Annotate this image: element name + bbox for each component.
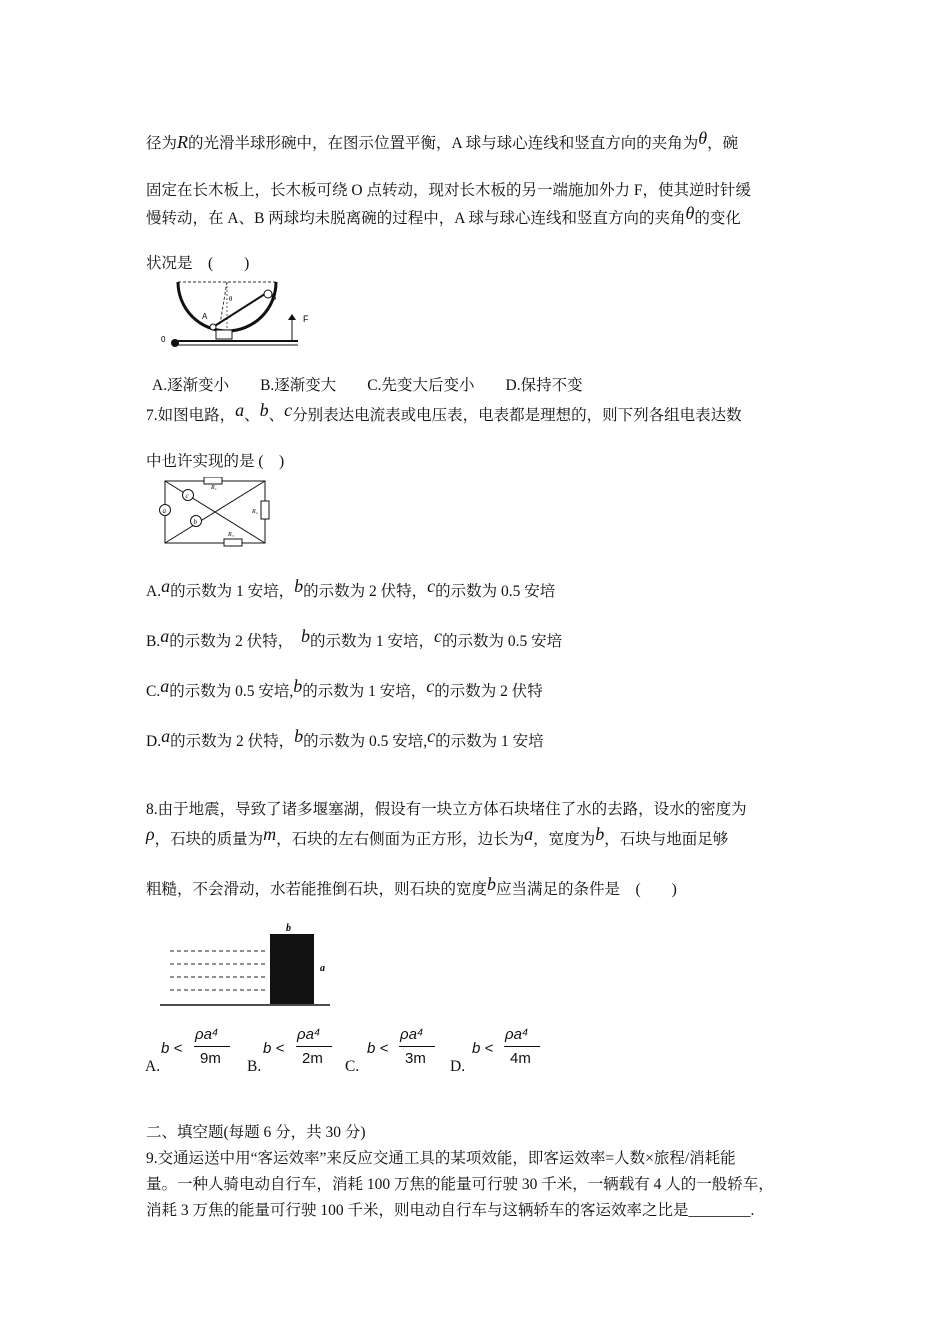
symbol-R: R [177,132,189,152]
q8-line-2: ρ，石块的质量为m，石块的左右侧面为正方形，边长为a，宽度为b，石块与地面足够 [146,824,729,848]
q7-option-b: B.a的示数为 2 伏特， b的示数为 1 安培，c的示数为 0.5 安培 [146,626,563,650]
label-meter-a: a [162,507,166,515]
label-theta: θ [229,295,233,303]
bowl-figure [158,278,318,353]
label-side-a: a [320,963,325,974]
q6-line-4: 状况是 ( ) [146,255,250,272]
q8-option-c: b < ρa⁴ 3m C. [345,1022,440,1077]
q6-options: A.逐渐变小 B.逐渐变大 C.先变大后变小 D.保持不变 [152,377,583,394]
q8-line-3: 粗糙，不会滑动，水若能推倒石块，则石块的宽度b应当满足的条件是 ( ) [146,874,677,898]
label-R1: R₁ [211,485,217,491]
q7-option-c: C.a的示数为 0.5 安培,b的示数为 1 安培，c的示数为 2 伏特 [146,676,543,700]
symbol-theta: θ [698,128,708,148]
q8-line-1: 8.由于地震，导致了诸多堰塞湖，假设有一块立方体石块堵住了水的去路，设水的密度为 [146,801,747,818]
symbol-rho: ρ [146,824,155,844]
symbol-theta: θ [685,203,695,223]
label-O: 0 [161,335,166,344]
label-R3: R₃ [228,532,234,538]
stone-figure [160,918,340,1010]
label-meter-c: c [185,492,189,500]
label-R2: R₂ [252,509,258,515]
symbol-b: b [487,874,497,894]
symbol-b: b [259,400,269,420]
symbol-a: a [235,400,245,420]
q9-line-2: 量。一种人骑电动自行车，消耗 100 万焦的能量可行驶 30 千米，一辆载有 4 人的一般轿车， [146,1176,774,1193]
q6-line-1: 径为R的光滑半球形碗中，在图示位置平衡，A 球与球心连线和竖直方向的夹角为θ，碗 [146,128,739,152]
q6-line-2: 固定在长木板上，长木板可绕 O 点转动，现对长木板的另一端施加外力 F，使其逆时针缓 [146,182,751,199]
symbol-c: c [284,400,293,420]
label-F: F [303,314,309,324]
q6-line-3: 慢转动，在 A、B 两球均未脱离碗的过程中，A 球与球心连线和竖直方向的夹角θ的变化 [146,203,741,227]
circuit-figure [158,477,273,547]
symbol-b: b [595,824,605,844]
label-B: B [271,293,277,302]
q7-option-d: D.a的示数为 2 伏特，b的示数为 0.5 安培,c的示数为 1 安培 [146,726,544,750]
q7-line-2: 中也许实现的是 ( ) [146,453,285,470]
q7-line-1: 7.如图电路，a、b、c分别表达电流表或电压表，电表都是理想的，则下列各组电表达数 [146,400,742,424]
q7-option-a: A.a的示数为 1 安培，b的示数为 2 伏特，c的示数为 0.5 安培 [146,576,556,600]
symbol-a: a [524,824,534,844]
label-meter-b: b [193,518,197,526]
label-width-b: b [286,923,291,934]
q9-line-3: 消耗 3 万焦的能量可行驶 100 千米，则电动自行车与这辆轿车的客运效率之比是________. [146,1202,755,1219]
section-title: 二、填空题(每题 6 分，共 30 分) [146,1124,366,1141]
q8-option-b: b < ρa⁴ 2m B. [247,1022,337,1077]
q9-line-1: 9.交通运送中用“客运效率”来反应交通工具的某项效能，即客运效率=人数×旅程/消耗能 [146,1150,736,1167]
symbol-m: m [263,824,277,844]
q8-option-a: b < ρa⁴ 9m A. [145,1022,235,1077]
q8-option-d: b < ρa⁴ 4m D. [450,1022,545,1077]
label-A: A [202,312,208,321]
